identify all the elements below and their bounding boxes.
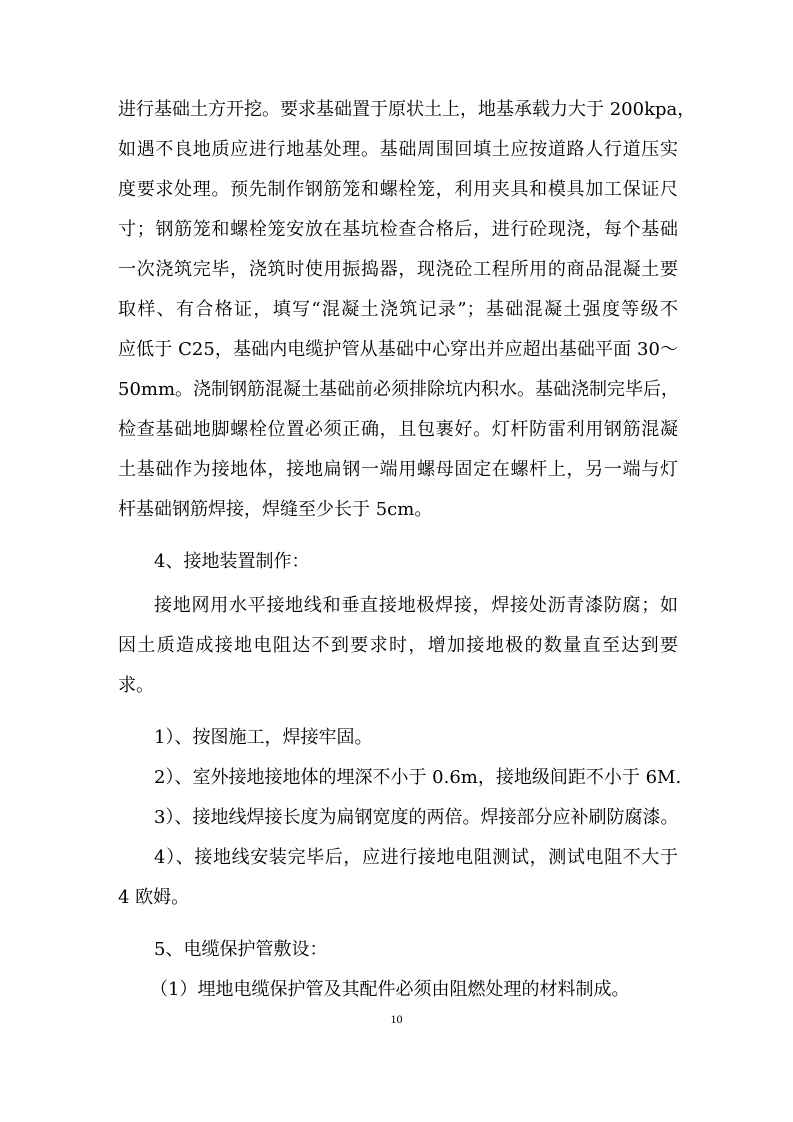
paragraph-line: 土基础作为接地体，接地扁钢一端用螺母固定在螺杆上，另一端与灯 xyxy=(118,459,678,480)
section-4-item-3: 3）、接地线焊接长度为扁钢宽度的两倍。焊接部分应补刷防腐漆。 xyxy=(154,807,679,828)
paragraph-line: 度要求处理。预先制作钢筋笼和螺栓笼，利用夹具和模具加工保证尺 xyxy=(118,179,678,200)
section-4-heading: 4、接地装置制作： xyxy=(154,551,310,572)
section-4-item-4-cont: 4 欧姆。 xyxy=(118,887,190,908)
section-5-heading: 5、电缆保护管敷设： xyxy=(154,939,328,960)
section-4-item-1: 1）、按图施工，焊接牢固。 xyxy=(154,727,373,748)
page-number: 10 xyxy=(390,1012,403,1026)
section-4-body-line: 因土质造成接地电阻达不到要求时，增加接地极的数量直至达到要 xyxy=(118,635,678,656)
paragraph-line: 进行基础土方开挖。要求基础置于原状土上，地基承载力大于 200kpa， xyxy=(118,99,696,120)
section-4-item-4: 4）、接地线安装完毕后，应进行接地电阻测试，测试电阻不大于 xyxy=(154,847,678,868)
paragraph-line: 50mm。浇制钢筋混凝土基础前必须排除坑内积水。基础浇制完毕后， xyxy=(118,379,680,400)
paragraph-line: 取样、有合格证，填写“混凝土浇筑记录”；基础混凝土强度等级不 xyxy=(118,299,678,320)
paragraph-line: 寸；钢筋笼和螺栓笼安放在基坑检查合格后，进行砼现浇，每个基础 xyxy=(118,219,678,240)
paragraph-line: 一次浇筑完毕，浇筑时使用振捣器，现浇砼工程所用的商品混凝土要 xyxy=(118,259,678,280)
paragraph-line: 杆基础钢筋焊接，焊缝至少长于 5cm。 xyxy=(118,499,433,520)
section-4-body-line: 接地网用水平接地线和垂直接地极焊接，焊接处沥青漆防腐；如 xyxy=(154,595,678,616)
paragraph-line: 应低于 C25，基础内电缆护管从基础中心穿出并应超出基础平面 30～ xyxy=(118,339,678,360)
section-4-body-line: 求。 xyxy=(118,675,154,696)
section-4-item-2: 2）、室外接地接地体的埋深不小于 0.6m，接地级间距不小于 6M. xyxy=(154,767,682,788)
paragraph-line: 检查基础地脚螺栓位置必须正确，且包裹好。灯杆防雷利用钢筋混凝 xyxy=(118,419,678,440)
paragraph-line: 如遇不良地质应进行地基处理。基础周围回填土应按道路人行道压实 xyxy=(118,139,678,160)
section-5-item-1: （1）埋地电缆保护管及其配件必须由阻燃处理的材料制成。 xyxy=(150,979,630,1000)
